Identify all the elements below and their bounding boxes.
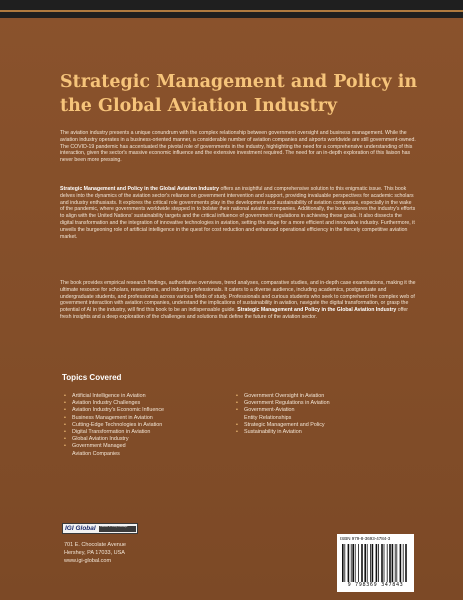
logo-tagline-box xyxy=(99,526,136,532)
address-city: Hershey, PA 17033, USA xyxy=(64,550,125,556)
bullet-icon: • xyxy=(236,421,238,428)
topic-label: Business Management in Aviation xyxy=(72,414,153,421)
topic-item xyxy=(236,422,416,429)
barcode-bar xyxy=(387,544,388,582)
topic-label: Digital Transformation in Aviation xyxy=(72,429,151,436)
bullet-icon: • xyxy=(64,429,66,436)
barcode-bar xyxy=(358,544,359,582)
barcode-bar xyxy=(342,544,344,582)
bullet-icon: • xyxy=(236,407,238,414)
topic-item xyxy=(64,407,224,414)
barcode-bar xyxy=(348,544,350,582)
top-band-stripe xyxy=(0,10,463,12)
barcode-bar xyxy=(370,544,371,582)
barcode-bar xyxy=(378,544,379,582)
logo-tagline: Publisher of Timely Knowledge xyxy=(100,526,128,528)
barcode-bar xyxy=(351,544,352,582)
book-title-inline: Strategic Management and Policy in the Global Aviation Industry xyxy=(237,307,397,314)
paragraph-3-text-end: offer fresh insights and a deep exploration of the challenges and solutions that define the future of the aviation sector. xyxy=(60,307,409,320)
publisher-website: www.igi-global.com xyxy=(64,558,112,564)
description-paragraph-1: The aviation industry presents a unique conundrum with the complex relationship between government oversight and business management. While the aviation industry operates in a business-oriented manner, a considerable number of aviation companies and airports worldwide are still government-owned. The COVID-19 pandemic has accentuated the pivotal role of governments in the industry, highlighting the need for a comprehensive understanding of this interaction, given the sector's massive economic influence and the extensive investment required. The need for an in-depth exploration of this liaison has never been more pressing. xyxy=(60,130,416,164)
bullet-icon: • xyxy=(64,436,66,443)
barcode-bar xyxy=(355,544,356,582)
barcode-number: 9 798369 347843 xyxy=(347,582,404,588)
topic-item xyxy=(64,400,224,407)
topic-item xyxy=(64,393,224,400)
paragraph-3-text-start: The book provides empirical research findings, authoritative overviews, trend analyses, comparative studies, and in-depth case examinations, making it the ultimate resource for scholars, researchers, and industry professionals. It caters to a diverse audience, including academics, postgraduate and undergraduate students, and professionals across various fields of study. Professionals and curious students who seek to comprehend the complex web of government interaction with aviation companies, understand the implications of sustainability in aviation, navigate the digital transformation, or grasp the potential of AI in the industry, will find this book to be an indispensable guide. xyxy=(60,280,416,314)
topic-item xyxy=(64,422,224,429)
barcode-bar xyxy=(395,544,396,582)
topic-item xyxy=(236,429,416,436)
topic-label: Aviation Industry Challenges xyxy=(72,400,141,407)
topic-item xyxy=(64,436,224,443)
topic-label: Government-Aviation xyxy=(244,407,295,414)
bullet-icon: • xyxy=(64,400,66,407)
topic-label: Government Oversight in Aviation xyxy=(244,393,325,399)
topic-item-continuation xyxy=(236,415,416,422)
topic-item xyxy=(64,429,224,436)
barcode-bar xyxy=(389,544,391,582)
barcode-bar xyxy=(381,544,383,582)
barcode-bar xyxy=(403,544,404,582)
barcode-bar xyxy=(364,544,366,582)
barcode-bar xyxy=(384,544,385,582)
book-title: Strategic Management and Policy in the Global Aviation Industry xyxy=(60,72,418,116)
topics-heading: Topics Covered xyxy=(62,373,122,382)
description-paragraph-3 xyxy=(60,280,416,321)
topic-label: Aviation Industry's Economic Influence xyxy=(72,407,165,414)
barcode-bar xyxy=(396,544,397,582)
topic-item xyxy=(236,407,416,414)
barcode-bar xyxy=(367,544,368,582)
topic-item-continuation xyxy=(64,451,224,458)
logo-wordmark: IGI Global xyxy=(65,525,96,532)
topics-list-right xyxy=(236,393,416,436)
isbn-text: ISBN 979-8-3693-4784-3 xyxy=(340,536,391,541)
description-paragraph-2 xyxy=(60,186,416,240)
barcode-bar xyxy=(372,544,374,582)
topic-label: Government Managed xyxy=(72,443,126,450)
topics-list-left xyxy=(64,393,224,458)
topic-label: Strategic Management and Policy xyxy=(244,421,325,428)
barcode-bar xyxy=(361,544,363,582)
topic-item xyxy=(236,400,416,407)
isbn-barcode xyxy=(337,534,414,592)
topic-label: Global Aviation Industry xyxy=(72,436,129,443)
topic-label: Aviation Companies xyxy=(72,450,120,457)
topic-label: Artificial Intelligence in Aviation xyxy=(72,393,146,399)
paragraph-2-text: offers an insightful and comprehensive solution to this enigmatic issue. This book delves into the dynamics of the aviation sector's reliance on government intervention and support, providing invaluable perspectives for academic scholars and industry enthusiasts. It explores the critical role governments play in the development and sustainability of aviation companies, especially in the wake of the pandemic, where governments worldwide stepped in to bolster their national aviation companies. Additionally, the book explores the industry's efforts to align with the United Nations' sustainability targets and the critical influence of government regulations in achieving these goals. It also dissects the digital transformation and the integration of innovative technologies in aviation, setting the stage for a more efficient and innovative industry. Furthermore, it unveils the burgeoning role of artificial intelligence in the quest for cost reduction and enhanced operational efficiency in the fiercely competitive aviation market. xyxy=(60,186,416,240)
igi-global-logo xyxy=(62,523,138,534)
bullet-icon: • xyxy=(64,443,66,450)
top-band xyxy=(0,0,463,18)
topic-item xyxy=(64,443,224,450)
barcode-bar xyxy=(400,544,402,582)
bullet-icon: • xyxy=(64,414,66,421)
address-street: 701 E. Chocolate Avenue xyxy=(64,542,126,548)
topic-item xyxy=(236,393,416,400)
bullet-icon: • xyxy=(236,400,238,407)
topic-label: Cutting-Edge Technologies in Aviation xyxy=(72,421,163,428)
barcode-bar xyxy=(392,544,394,582)
book-title-inline: Strategic Management and Policy in the Global Aviation Industry xyxy=(60,186,220,192)
barcode-graphic xyxy=(342,544,409,582)
topic-item xyxy=(64,415,224,422)
bullet-icon: • xyxy=(64,421,66,428)
barcode-bar xyxy=(376,544,378,582)
topic-label: Government Regulations in Aviation xyxy=(244,400,330,407)
bullet-icon: • xyxy=(236,429,238,436)
barcode-bar xyxy=(405,544,407,582)
topic-label: Sustainability in Aviation xyxy=(244,429,302,436)
topic-label: Entity Relationships xyxy=(244,414,292,421)
barcode-bar xyxy=(352,544,354,582)
publisher-address xyxy=(64,541,126,565)
bullet-icon: • xyxy=(64,393,66,399)
barcode-bar xyxy=(344,544,345,582)
bullet-icon: • xyxy=(64,407,66,414)
bullet-icon: • xyxy=(236,393,238,399)
